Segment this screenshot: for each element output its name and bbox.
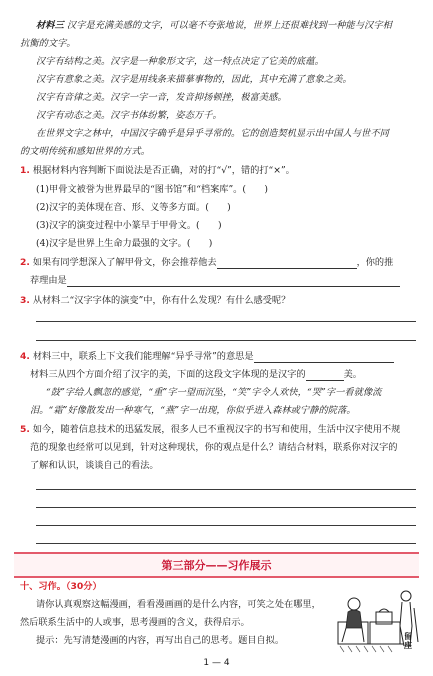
question-1-item-3[interactable]: (3)汉字的演变过程中小篆早于甲骨文。( ) xyxy=(36,220,222,231)
question-4-answer-blank-1[interactable] xyxy=(254,352,394,363)
question-3-answer-line-1[interactable] xyxy=(36,321,416,322)
question-4-number: 4. xyxy=(20,351,30,362)
question-5-line-1 xyxy=(20,423,400,436)
essay-instruction-line-1: 请你认真观察这幅漫画，看看漫画画的是什么内容，可笑之处在哪里， xyxy=(36,599,321,610)
question-2-line-2 xyxy=(30,274,400,287)
question-2-answer-blank-2[interactable] xyxy=(67,276,400,287)
question-5-line-3: 了解和认识，谈谈自己的看法。 xyxy=(30,460,159,471)
question-4-answer-blank-2[interactable] xyxy=(306,370,344,381)
essay-heading: 十、习作。（30分） xyxy=(20,581,102,592)
material3-paragraph-6a: 在世界文字之林中，中国汉字确乎是异乎寻常的。它的创造契机显示出中国人与世不同 xyxy=(36,128,389,139)
question-2-line-1 xyxy=(20,256,393,269)
question-4-line-2 xyxy=(30,368,362,381)
material3-label: 材料三 xyxy=(36,20,64,31)
question-3-text: 从材料二“汉字字体的演变”中，你有什么发现？有什么感受呢？ xyxy=(32,295,291,306)
material3-paragraph-6b: 的文明传统和感知世界的方式。 xyxy=(20,146,151,157)
material3-paragraph-2: 汉字有结构之美。汉字是一种象形文字，这一特点决定了它美的底蕴。 xyxy=(36,56,324,67)
question-5-number: 5. xyxy=(20,424,30,435)
question-1-number: 1. xyxy=(20,165,30,176)
question-2-text-b: ，你的推 xyxy=(356,257,394,268)
question-5-answer-line-4[interactable] xyxy=(36,543,416,544)
material3-paragraph-3: 汉字有意象之美。汉字是用线条来描摹事物的，因此，其中充满了意象之美。 xyxy=(36,74,352,85)
question-4-passage-line-1: “鼓”字给人飘忽的感觉，“重”字一望而沉坠，“笑”字令人欢快，“哭”字一看就像流 xyxy=(46,387,382,398)
section-3-title: 第三部分——习作展示 xyxy=(161,559,272,572)
question-4-text-a: 材料三中，联系上下文我们能理解“异乎寻常”的意思是 xyxy=(32,351,254,362)
question-5-answer-line-3[interactable] xyxy=(36,525,416,526)
question-5-answer-line-1[interactable] xyxy=(36,489,416,490)
question-4-line-1 xyxy=(20,350,394,363)
material3-paragraph-1b: 抗衡的文字。 xyxy=(20,38,76,49)
material3-paragraph-5: 汉字有动态之美。汉字书体纷繁，姿态万千。 xyxy=(36,110,222,121)
page-number: 1 — 4 xyxy=(203,658,230,668)
question-3-answer-line-2[interactable] xyxy=(36,340,416,341)
question-1-item-1[interactable]: (1)甲骨文被誉为世界最早的“图书馆”和“档案库”。( ) xyxy=(36,184,268,195)
question-4-text-c: 美。 xyxy=(343,369,362,380)
question-3-number: 3. xyxy=(20,295,30,306)
material3-paragraph-1a xyxy=(36,19,392,32)
question-5-line-2: 范的现象也经常可以见到，针对这种现状，你的观点是什么？请结合材料，联系你对汉字的 xyxy=(30,442,398,453)
essay-instruction-line-2: 然后联系生活中的人或事，思考漫画的含义，获得启示。 xyxy=(20,617,250,628)
question-2-answer-blank-1[interactable] xyxy=(217,258,357,269)
material3-p1a-text: 汉字是充满美感的文字，可以毫不夸张地说，世界上还很难找到一种能与汉字相 xyxy=(66,20,392,31)
material3-paragraph-4: 汉字有音律之美。汉字一字一音，发音抑扬顿挫，极富美感。 xyxy=(36,92,287,103)
question-4-text-b: 材料三从四个方面介绍了汉字的美，下面的这段文字体现的是汉字的 xyxy=(30,369,306,380)
question-1-text: 根据材料内容判断下面说法是否正确，对的打“√”，错的打“×”。 xyxy=(32,165,295,176)
comic-caption-char-2: 座 xyxy=(404,641,412,650)
comic-caption xyxy=(404,632,412,650)
question-1-item-4[interactable]: (4)汉字是世界上生命力最强的文字。( ) xyxy=(36,238,213,249)
essay-instruction-line-3: 提示：先写清楚漫画的内容，再写出自己的思考。题目自拟。 xyxy=(36,635,285,646)
question-1-item-2[interactable]: (2)汉字的美体现在音、形、义等多方面。( ) xyxy=(36,202,231,213)
question-2-text-a: 如果有同学想深入了解甲骨文，你会推荐他去 xyxy=(32,257,217,268)
comic-caption-char-1: 留 xyxy=(404,632,412,641)
question-3-stem xyxy=(20,294,290,307)
section-3-banner xyxy=(14,552,419,578)
question-1-stem xyxy=(20,164,295,177)
question-2-reason-label: 荐理由是 xyxy=(30,275,67,286)
question-5-text-1: 如今，随着信息技术的迅猛发展，很多人已不重视汉字的书写和使用，生活中汉字使用不规 xyxy=(32,424,401,435)
question-2-number: 2. xyxy=(20,257,30,268)
question-5-answer-line-2[interactable] xyxy=(36,507,416,508)
question-4-passage-line-2: 泪。“霜”好像散发出一种寒气，“燕”字一出现，你似乎进入森林或宁静的院落。 xyxy=(30,405,356,416)
